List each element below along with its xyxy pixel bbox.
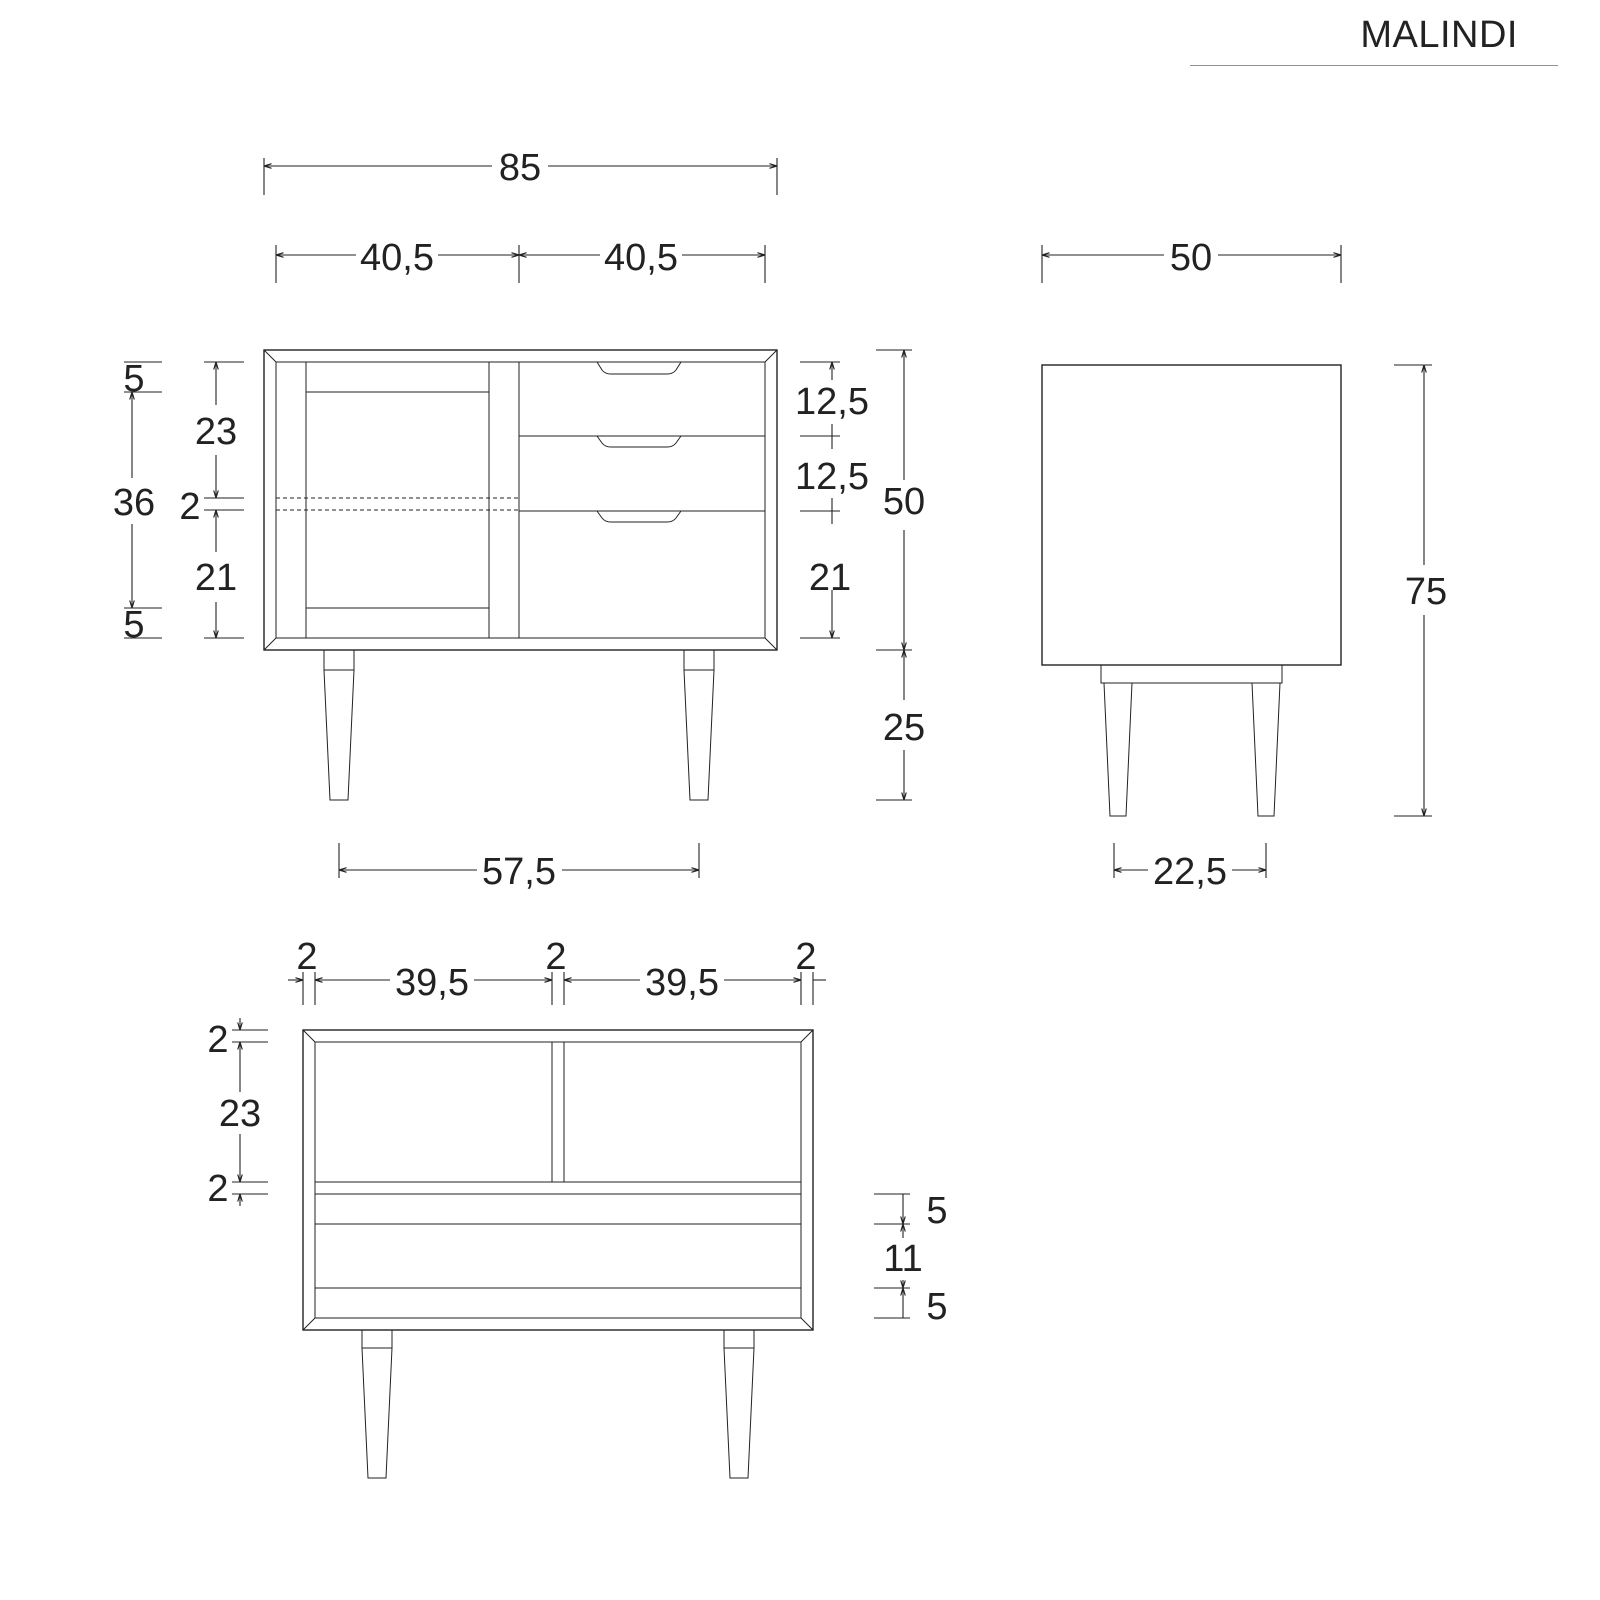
dim-lower-opening: 21 <box>194 557 238 599</box>
dim-overall-width: 85 <box>498 147 542 189</box>
front-leg-right <box>684 670 714 800</box>
side-leg-back <box>1252 683 1280 816</box>
dim-leg-spacing: 57,5 <box>482 851 556 893</box>
door-stile-left <box>276 362 306 638</box>
front-view <box>113 147 925 893</box>
dim-top-board: 2 <box>207 1019 229 1061</box>
dim-shelf: 2 <box>179 486 201 528</box>
dim-right-section: 40,5 <box>604 237 678 279</box>
open-body-outline <box>303 1030 813 1330</box>
dim-drawer-1: 12,5 <box>795 381 869 423</box>
side-leg-front <box>1104 683 1132 816</box>
page-title: MALINDI <box>1360 14 1518 56</box>
front-body-outline <box>264 350 777 650</box>
center-divider <box>552 1042 564 1182</box>
dim-body-height: 50 <box>882 481 926 523</box>
dim-drawer-2: 12,5 <box>795 456 869 498</box>
dim-upper-opening-open: 23 <box>218 1093 262 1135</box>
dim-drawer-height: 11 <box>883 1238 923 1280</box>
drawer-handle-3 <box>597 511 681 522</box>
side-body-outline <box>1042 365 1341 665</box>
dim-bottom-rail: 5 <box>123 604 145 646</box>
front-leg-left <box>324 670 354 800</box>
dim-rail-top: 5 <box>926 1190 948 1232</box>
open-leg-right <box>724 1348 754 1478</box>
dim-upper-opening: 23 <box>194 411 238 453</box>
dim-door-height: 36 <box>112 482 156 524</box>
front-body-inner <box>276 362 765 638</box>
open-body-inner <box>315 1042 801 1318</box>
dim-side-leg-spacing: 22,5 <box>1153 851 1227 893</box>
open-leg-left <box>362 1348 392 1478</box>
open-view <box>207 936 947 1478</box>
dim-leg-height: 25 <box>882 707 926 749</box>
dim-side-right: 2 <box>795 936 817 978</box>
drawer-handle-1 <box>597 362 681 374</box>
dim-side-left: 2 <box>296 936 318 978</box>
dim-bay-right: 39,5 <box>645 962 719 1004</box>
side-view <box>1042 237 1447 893</box>
dim-rail-bottom: 5 <box>926 1286 948 1328</box>
dim-mid-board: 2 <box>207 1168 229 1210</box>
door-stile-right <box>489 362 519 638</box>
drawer-handle-2 <box>597 436 681 447</box>
dim-bay-left: 39,5 <box>395 962 469 1004</box>
dim-side-depth: 50 <box>1169 237 1213 279</box>
dim-drawer-3: 21 <box>808 557 852 599</box>
dim-left-section: 40,5 <box>360 237 434 279</box>
dim-total-height: 75 <box>1404 571 1448 613</box>
dim-top-rail: 5 <box>123 358 145 400</box>
dim-divider: 2 <box>545 936 567 978</box>
